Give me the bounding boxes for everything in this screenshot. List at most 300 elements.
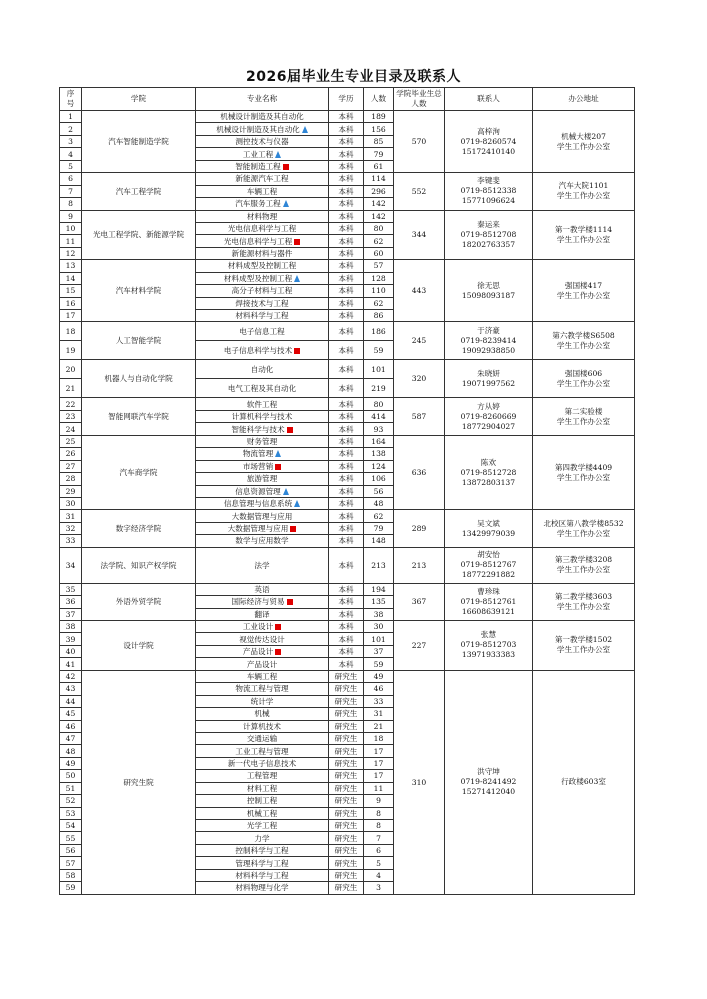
cell-contact — [445, 547, 533, 583]
cell-office — [533, 111, 635, 173]
major-name: 新能源汽车工程 — [235, 174, 289, 184]
major-name: 工程管理 — [246, 771, 278, 781]
cell-degree: 本科 — [329, 398, 364, 410]
cell-degree: 本科 — [329, 379, 364, 398]
major-name: 材料成型及控制工程 — [223, 273, 293, 283]
major-name: 工业工程 — [242, 149, 274, 159]
cell-seq: 41 — [60, 658, 82, 670]
cell-major — [196, 460, 329, 472]
major-name: 智能制造工程 — [235, 161, 281, 171]
red-square-icon — [275, 464, 281, 470]
table-row — [60, 322, 635, 341]
cell-major — [196, 670, 329, 682]
contact-phone: 16608639121 — [461, 606, 516, 616]
cell-count: 6 — [364, 844, 394, 856]
cell-major — [196, 310, 329, 322]
cell-degree: 本科 — [329, 522, 364, 534]
cell-major — [196, 807, 329, 819]
cell-seq: 33 — [60, 535, 82, 547]
cell-major — [196, 497, 329, 509]
cell-major — [196, 210, 329, 222]
cell-count: 59 — [364, 658, 394, 670]
blue-triangle-icon — [294, 500, 300, 507]
cell-count: 31 — [364, 708, 394, 720]
cell-count: 49 — [364, 670, 394, 682]
cell-college: 研究生院 — [82, 670, 196, 894]
cell-major — [196, 535, 329, 547]
cell-degree: 本科 — [329, 410, 364, 422]
office-line: 强国楼606 — [564, 368, 603, 378]
contact-name: 曹珍珠 — [477, 586, 500, 596]
cell-count: 8 — [364, 807, 394, 819]
cell-major — [196, 148, 329, 160]
cell-contact — [445, 111, 533, 173]
cell-count: 110 — [364, 285, 394, 297]
cell-major — [196, 485, 329, 497]
cell-college: 光电工程学院、新能源学院 — [82, 210, 196, 260]
cell-college: 外语外贸学院 — [82, 583, 196, 620]
cell-college: 智能网联汽车学院 — [82, 398, 196, 435]
contact-phone: 13872803137 — [461, 477, 516, 487]
cell-major — [196, 708, 329, 720]
table-row — [60, 360, 635, 379]
blue-triangle-icon — [294, 275, 300, 282]
cell-major — [196, 869, 329, 881]
cell-seq: 48 — [60, 745, 82, 757]
cell-office — [533, 173, 635, 210]
cell-seq: 46 — [60, 720, 82, 732]
major-name: 光电信息科学与工程 — [227, 224, 297, 234]
contact-phone: 18772291882 — [461, 570, 516, 580]
major-name: 数学与应用数学 — [235, 536, 289, 546]
cell-seq: 22 — [60, 398, 82, 410]
major-name: 机械 — [254, 709, 270, 719]
cell-degree: 本科 — [329, 360, 364, 379]
cell-count: 30 — [364, 621, 394, 633]
major-name: 力学 — [254, 833, 270, 843]
cell-degree: 本科 — [329, 423, 364, 435]
cell-major — [196, 247, 329, 259]
cell-seq: 45 — [60, 708, 82, 720]
major-name: 材料科学与工程 — [235, 311, 289, 321]
cell-seq: 18 — [60, 322, 82, 341]
office-line: 第四教学楼4409 — [554, 462, 613, 472]
cell-major — [196, 882, 329, 894]
cell-degree: 本科 — [329, 222, 364, 234]
cell-college: 法学院、知识产权学院 — [82, 547, 196, 583]
cell-major — [196, 222, 329, 234]
header-major: 专业名称 — [196, 88, 329, 111]
cell-major — [196, 435, 329, 447]
cell-seq: 29 — [60, 485, 82, 497]
cell-college: 汽车商学院 — [82, 435, 196, 510]
major-name: 自动化 — [250, 364, 274, 374]
cell-total: 443 — [394, 260, 445, 322]
cell-major — [196, 782, 329, 794]
contact-name: 朱晓妍 — [477, 368, 500, 378]
cell-major — [196, 297, 329, 309]
cell-degree: 研究生 — [329, 683, 364, 695]
contact-name: 陈欢 — [480, 457, 497, 467]
contact-name: 胡安怡 — [477, 550, 500, 560]
cell-degree: 本科 — [329, 310, 364, 322]
cell-seq: 32 — [60, 522, 82, 534]
cell-degree: 本科 — [329, 473, 364, 485]
cell-count: 59 — [364, 341, 394, 360]
cell-seq: 57 — [60, 857, 82, 869]
cell-seq: 40 — [60, 645, 82, 657]
office-line: 第一教学楼1114 — [554, 224, 613, 234]
cell-major — [196, 111, 329, 123]
major-name: 车辆工程 — [246, 186, 278, 196]
major-name: 材料物理与化学 — [235, 883, 289, 893]
cell-major — [196, 857, 329, 869]
cell-seq: 36 — [60, 596, 82, 608]
major-name: 智能科学与技术 — [231, 424, 285, 434]
office-line: 学生工作办公室 — [556, 528, 611, 538]
cell-seq: 24 — [60, 423, 82, 435]
contact-phone: 0719-8260574 — [460, 136, 517, 146]
cell-seq: 16 — [60, 297, 82, 309]
cell-count: 17 — [364, 757, 394, 769]
cell-degree: 本科 — [329, 621, 364, 633]
cell-count: 48 — [364, 497, 394, 509]
cell-degree: 本科 — [329, 185, 364, 197]
cell-major — [196, 820, 329, 832]
cell-major — [196, 235, 329, 247]
cell-degree: 本科 — [329, 160, 364, 172]
cell-count: 156 — [364, 123, 394, 135]
cell-count: 57 — [364, 260, 394, 272]
cell-degree: 研究生 — [329, 695, 364, 707]
cell-seq: 31 — [60, 510, 82, 522]
table-row — [60, 547, 635, 583]
table-header-row — [60, 88, 635, 111]
contact-phone: 15172410140 — [461, 146, 516, 156]
cell-degree: 本科 — [329, 497, 364, 509]
cell-degree: 本科 — [329, 148, 364, 160]
cell-seq: 34 — [60, 547, 82, 583]
major-name: 国际经济与贸易 — [231, 597, 285, 607]
office-line: 学生工作办公室 — [556, 645, 611, 655]
table-row — [60, 510, 635, 522]
contact-phone: 19092938850 — [461, 345, 516, 355]
major-name: 新一代电子信息技术 — [227, 759, 297, 769]
cell-seq: 3 — [60, 135, 82, 147]
cell-seq: 15 — [60, 285, 82, 297]
cell-seq: 59 — [60, 882, 82, 894]
cell-seq: 26 — [60, 448, 82, 460]
cell-degree: 本科 — [329, 198, 364, 210]
cell-major — [196, 633, 329, 645]
cell-degree: 本科 — [329, 322, 364, 341]
cell-count: 18 — [364, 732, 394, 744]
cell-seq: 42 — [60, 670, 82, 682]
cell-degree: 本科 — [329, 111, 364, 123]
cell-degree: 研究生 — [329, 708, 364, 720]
cell-degree: 本科 — [329, 448, 364, 460]
cell-seq: 11 — [60, 235, 82, 247]
table-row — [60, 173, 635, 185]
contact-name: 洪守坤 — [477, 767, 500, 777]
office-line: 第二教学楼3603 — [554, 591, 613, 601]
cell-total: 367 — [394, 583, 445, 620]
cell-total: 289 — [394, 510, 445, 547]
contact-name: 秦运来 — [477, 219, 500, 229]
cell-count: 189 — [364, 111, 394, 123]
major-name: 法学 — [254, 560, 270, 570]
blue-triangle-icon — [275, 151, 281, 158]
cell-major — [196, 844, 329, 856]
cell-count: 56 — [364, 485, 394, 497]
cell-degree: 研究生 — [329, 832, 364, 844]
cell-contact — [445, 173, 533, 210]
cell-degree: 本科 — [329, 285, 364, 297]
cell-seq: 44 — [60, 695, 82, 707]
cell-degree: 研究生 — [329, 820, 364, 832]
office-line: 第三教学楼3208 — [554, 555, 613, 565]
cell-degree: 本科 — [329, 485, 364, 497]
cell-major — [196, 123, 329, 135]
cell-total: 552 — [394, 173, 445, 210]
cell-seq: 13 — [60, 260, 82, 272]
cell-degree: 本科 — [329, 173, 364, 185]
red-square-icon — [287, 427, 293, 433]
cell-degree: 研究生 — [329, 869, 364, 881]
major-name: 计算机技术 — [243, 721, 281, 731]
cell-major — [196, 135, 329, 147]
contact-name: 高梓洵 — [477, 126, 500, 136]
cell-seq: 50 — [60, 770, 82, 782]
cell-major — [196, 683, 329, 695]
cell-seq: 10 — [60, 222, 82, 234]
cell-major — [196, 285, 329, 297]
cell-major — [196, 608, 329, 620]
office-line: 强国楼417 — [564, 280, 603, 290]
cell-count: 62 — [364, 235, 394, 247]
cell-contact — [445, 360, 533, 398]
cell-degree: 研究生 — [329, 770, 364, 782]
cell-office — [533, 360, 635, 398]
cell-degree: 本科 — [329, 235, 364, 247]
cell-seq: 21 — [60, 379, 82, 398]
cell-contact — [445, 583, 533, 620]
blue-triangle-icon — [275, 450, 281, 457]
cell-office — [533, 398, 635, 435]
contact-name: 方从婷 — [477, 401, 500, 411]
cell-seq: 4 — [60, 148, 82, 160]
cell-degree: 本科 — [329, 633, 364, 645]
cell-count: 106 — [364, 473, 394, 485]
cell-degree: 本科 — [329, 272, 364, 284]
cell-office — [533, 583, 635, 620]
cell-count: 4 — [364, 869, 394, 881]
cell-major — [196, 360, 329, 379]
office-line: 汽车大院1101 — [558, 181, 609, 191]
major-name: 光电信息科学与工程 — [223, 236, 293, 246]
office-line: 学生工作办公室 — [556, 234, 611, 244]
major-name: 光学工程 — [246, 821, 278, 831]
major-name: 信息资源管理 — [235, 486, 281, 496]
major-name: 电气工程及其自动化 — [227, 383, 297, 393]
contact-name: 张慧 — [480, 630, 497, 640]
major-name: 材料科学与工程 — [235, 870, 289, 880]
cell-seq: 43 — [60, 683, 82, 695]
cell-degree: 研究生 — [329, 720, 364, 732]
cell-college: 人工智能学院 — [82, 322, 196, 360]
blue-triangle-icon — [283, 488, 289, 495]
cell-count: 5 — [364, 857, 394, 869]
cell-count: 86 — [364, 310, 394, 322]
cell-seq: 47 — [60, 732, 82, 744]
cell-count: 124 — [364, 460, 394, 472]
office-line: 第一教学楼1502 — [554, 635, 613, 645]
cell-degree: 研究生 — [329, 882, 364, 894]
office-line: 学生工作办公室 — [556, 601, 611, 611]
cell-seq: 6 — [60, 173, 82, 185]
major-name: 工业工程与管理 — [235, 746, 289, 756]
table-body — [60, 111, 635, 895]
contact-phone: 18772904027 — [461, 421, 516, 431]
office-line: 学生工作办公室 — [556, 565, 611, 575]
cell-degree: 本科 — [329, 547, 364, 583]
cell-count: 7 — [364, 832, 394, 844]
office-line: 学生工作办公室 — [556, 472, 611, 482]
cell-degree: 本科 — [329, 260, 364, 272]
cell-office — [533, 670, 635, 894]
cell-degree: 研究生 — [329, 782, 364, 794]
cell-count: 101 — [364, 360, 394, 379]
cell-count: 213 — [364, 547, 394, 583]
table-row — [60, 435, 635, 447]
cell-seq: 28 — [60, 473, 82, 485]
cell-total: 245 — [394, 322, 445, 360]
contact-phone: 0719-8512703 — [460, 640, 517, 650]
header-seq: 序号 — [60, 88, 82, 111]
cell-seq: 38 — [60, 621, 82, 633]
cell-major — [196, 832, 329, 844]
cell-office — [533, 260, 635, 322]
major-name: 工业设计 — [242, 622, 274, 632]
cell-major — [196, 322, 329, 341]
cell-seq: 58 — [60, 869, 82, 881]
cell-degree: 本科 — [329, 247, 364, 259]
major-name: 材料物理 — [246, 211, 278, 221]
major-name: 高分子材料与工程 — [231, 286, 293, 296]
table-row — [60, 111, 635, 123]
cell-total: 344 — [394, 210, 445, 260]
red-square-icon — [275, 649, 281, 655]
cell-count: 79 — [364, 148, 394, 160]
cell-major — [196, 732, 329, 744]
red-square-icon — [275, 624, 281, 630]
major-name: 大数据管理与应用 — [227, 524, 289, 534]
cell-seq: 25 — [60, 435, 82, 447]
cell-seq: 54 — [60, 820, 82, 832]
cell-degree: 本科 — [329, 460, 364, 472]
cell-contact — [445, 210, 533, 260]
major-name: 英语 — [254, 584, 270, 594]
major-name: 产品设计 — [246, 659, 278, 669]
cell-count: 142 — [364, 198, 394, 210]
cell-contact — [445, 435, 533, 510]
major-name: 车辆工程 — [246, 671, 278, 681]
cell-seq: 5 — [60, 160, 82, 172]
contact-phone: 18202763357 — [461, 239, 516, 249]
contact-name: 徐无思 — [477, 280, 500, 290]
major-name: 汽车服务工程 — [235, 199, 281, 209]
red-square-icon — [283, 164, 289, 170]
major-name: 大数据管理与应用 — [231, 511, 293, 521]
cell-count: 101 — [364, 633, 394, 645]
major-name: 翻译 — [254, 609, 270, 619]
cell-count: 33 — [364, 695, 394, 707]
cell-degree: 研究生 — [329, 745, 364, 757]
office-line: 学生工作办公室 — [556, 340, 611, 350]
table-row — [60, 621, 635, 633]
cell-seq: 1 — [60, 111, 82, 123]
major-name: 市场营销 — [242, 461, 274, 471]
red-square-icon — [294, 348, 300, 354]
table-row — [60, 210, 635, 222]
cell-degree: 研究生 — [329, 844, 364, 856]
cell-college: 汽车智能制造学院 — [82, 111, 196, 173]
contact-phone: 15098093187 — [461, 290, 516, 300]
cell-college: 机器人与自动化学院 — [82, 360, 196, 398]
office-line: 第二实验楼 — [564, 406, 603, 416]
cell-major — [196, 795, 329, 807]
cell-seq: 53 — [60, 807, 82, 819]
cell-major — [196, 448, 329, 460]
cell-office — [533, 322, 635, 360]
header-total: 学院毕业生总人数 — [394, 88, 445, 111]
cell-total: 320 — [394, 360, 445, 398]
contact-phone: 0719-8512728 — [460, 467, 517, 477]
cell-major — [196, 645, 329, 657]
header-office: 办公地址 — [533, 88, 635, 111]
cell-major — [196, 745, 329, 757]
cell-count: 142 — [364, 210, 394, 222]
cell-major — [196, 757, 329, 769]
cell-seq: 27 — [60, 460, 82, 472]
cell-office — [533, 510, 635, 547]
red-square-icon — [290, 526, 296, 532]
cell-seq: 17 — [60, 310, 82, 322]
cell-count: 138 — [364, 448, 394, 460]
cell-major — [196, 547, 329, 583]
cell-major — [196, 410, 329, 422]
contact-phone: 0719-8260669 — [460, 411, 517, 421]
cell-count: 62 — [364, 297, 394, 309]
major-name: 机械设计制造及其自动化 — [220, 112, 304, 122]
cell-seq: 30 — [60, 497, 82, 509]
cell-degree: 研究生 — [329, 757, 364, 769]
major-name: 交通运输 — [246, 734, 278, 744]
table-row — [60, 583, 635, 595]
office-line: 学生工作办公室 — [556, 141, 611, 151]
cell-major — [196, 272, 329, 284]
contact-phone: 19071997562 — [461, 378, 516, 388]
cell-total: 636 — [394, 435, 445, 510]
cell-count: 164 — [364, 435, 394, 447]
contact-phone: 0719-8512761 — [460, 596, 517, 606]
cell-count: 38 — [364, 608, 394, 620]
page-title: 2026届毕业生专业目录及联系人 — [246, 69, 461, 85]
contact-name: 吴文斌 — [477, 518, 500, 528]
table-row — [60, 670, 635, 682]
cell-count: 186 — [364, 322, 394, 341]
office-line: 学生工作办公室 — [556, 378, 611, 388]
